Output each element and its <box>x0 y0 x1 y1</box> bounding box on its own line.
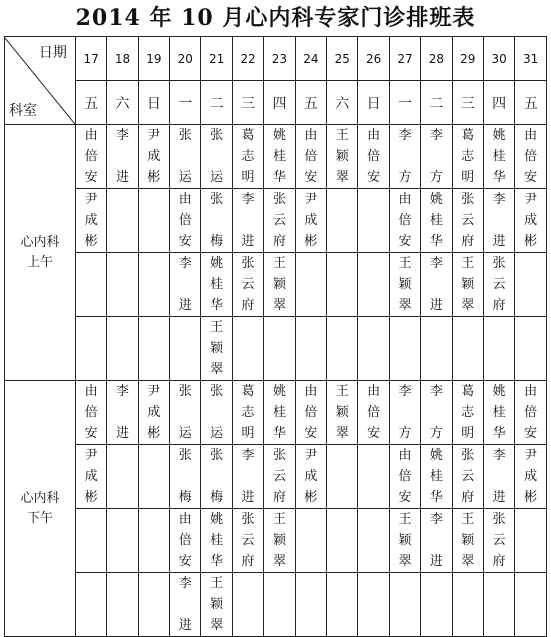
schedule-row <box>5 189 547 253</box>
header-corner-cell <box>5 37 76 125</box>
doctor-cell <box>75 125 106 189</box>
doctor-cell <box>232 125 263 189</box>
doctor-cell <box>515 317 547 381</box>
schedule-row <box>5 253 547 317</box>
doctor-cell <box>389 253 420 317</box>
doctor-name: 李 进 <box>115 128 129 185</box>
doctor-cell <box>201 253 232 317</box>
weekday-cell: 二 <box>421 81 452 125</box>
doctor-cell <box>107 253 138 317</box>
doctor-cell <box>201 573 232 637</box>
doctor-cell <box>107 381 138 445</box>
doctor-cell <box>358 253 389 317</box>
department-header-label: 科室 <box>9 102 37 119</box>
doctor-cell <box>358 125 389 189</box>
doctor-name: 张 云 府 <box>241 256 255 313</box>
doctor-name: 尹 成 彬 <box>147 128 161 185</box>
doctor-name: 尹 成 彬 <box>84 448 98 505</box>
doctor-cell <box>107 573 138 637</box>
doctor-cell <box>232 253 263 317</box>
doctor-cell <box>389 381 420 445</box>
doctor-cell <box>483 253 514 317</box>
doctor-cell <box>75 445 106 509</box>
doctor-name: 张 云 府 <box>272 192 286 249</box>
doctor-name: 张 梅 <box>210 192 224 249</box>
date-cell: 23 <box>264 37 295 81</box>
doctor-cell <box>264 125 295 189</box>
doctor-cell <box>107 125 138 189</box>
doctor-cell <box>515 253 547 317</box>
doctor-cell <box>170 445 201 509</box>
doctor-cell <box>452 253 483 317</box>
doctor-cell <box>295 317 326 381</box>
doctor-name: 李 方 <box>429 384 443 441</box>
doctor-cell <box>170 253 201 317</box>
doctor-cell <box>483 445 514 509</box>
doctor-cell <box>75 573 106 637</box>
doctor-name: 葛 志 明 <box>241 384 255 441</box>
doctor-cell <box>201 125 232 189</box>
doctor-name: 李 进 <box>115 384 129 441</box>
doctor-cell <box>107 189 138 253</box>
doctor-name: 尹 成 彬 <box>147 384 161 441</box>
doctor-name: 姚 桂 华 <box>429 192 443 249</box>
doctor-cell <box>170 509 201 573</box>
weekday-cell: 四 <box>264 81 295 125</box>
doctor-cell <box>483 573 514 637</box>
date-cell: 27 <box>389 37 420 81</box>
doctor-name: 张 运 <box>210 128 224 185</box>
doctor-cell <box>75 381 106 445</box>
doctor-cell <box>483 381 514 445</box>
doctor-cell <box>421 317 452 381</box>
doctor-name: 尹 成 彬 <box>304 192 318 249</box>
doctor-cell <box>264 253 295 317</box>
doctor-name: 姚 桂 华 <box>210 256 224 313</box>
doctor-cell <box>232 317 263 381</box>
date-cell: 25 <box>327 37 358 81</box>
doctor-cell <box>232 573 263 637</box>
doctor-cell <box>264 189 295 253</box>
doctor-cell <box>515 509 547 573</box>
doctor-cell <box>201 189 232 253</box>
doctor-cell <box>515 445 547 509</box>
doctor-cell <box>264 509 295 573</box>
date-header-label: 日期 <box>38 44 67 61</box>
doctor-cell <box>358 509 389 573</box>
doctor-name: 李 方 <box>398 384 412 441</box>
doctor-cell <box>421 125 452 189</box>
doctor-cell <box>201 445 232 509</box>
doctor-cell <box>327 445 358 509</box>
department-session-label: 心内科 下午 <box>5 381 76 637</box>
doctor-cell <box>295 125 326 189</box>
doctor-name: 姚 桂 华 <box>492 384 506 441</box>
weekday-cell: 日 <box>358 81 389 125</box>
doctor-cell <box>295 189 326 253</box>
doctor-cell <box>138 573 169 637</box>
doctor-name: 姚 桂 华 <box>492 128 506 185</box>
doctor-cell <box>327 189 358 253</box>
doctor-cell <box>421 509 452 573</box>
schedule-row <box>5 573 547 637</box>
doctor-cell <box>232 189 263 253</box>
doctor-cell <box>138 445 169 509</box>
doctor-cell <box>452 381 483 445</box>
doctor-name: 李 进 <box>429 512 443 569</box>
doctor-cell <box>107 317 138 381</box>
doctor-name: 李 进 <box>492 192 506 249</box>
weekday-cell: 五 <box>75 81 106 125</box>
doctor-cell <box>358 189 389 253</box>
date-cell: 19 <box>138 37 169 81</box>
doctor-name: 尹 成 彬 <box>304 448 318 505</box>
doctor-name: 葛 志 明 <box>461 128 475 185</box>
schedule-table <box>4 36 547 637</box>
doctor-name: 尹 成 彬 <box>524 192 538 249</box>
doctor-name: 由 倍 安 <box>178 192 192 249</box>
doctor-name: 王 颖 翠 <box>272 512 286 569</box>
weekday-cell: 四 <box>483 81 514 125</box>
date-cell: 28 <box>421 37 452 81</box>
date-cell: 17 <box>75 37 106 81</box>
doctor-name: 李 进 <box>241 192 255 249</box>
doctor-cell <box>201 509 232 573</box>
doctor-name: 张 云 府 <box>461 192 475 249</box>
doctor-name: 李 进 <box>178 256 192 313</box>
doctor-cell <box>452 509 483 573</box>
doctor-cell <box>389 573 420 637</box>
doctor-cell <box>389 445 420 509</box>
doctor-cell <box>421 189 452 253</box>
doctor-cell <box>201 381 232 445</box>
doctor-cell <box>452 125 483 189</box>
doctor-cell <box>264 573 295 637</box>
doctor-cell <box>295 381 326 445</box>
doctor-name: 张 云 府 <box>492 512 506 569</box>
date-cell: 31 <box>515 37 547 81</box>
doctor-name: 李 进 <box>492 448 506 505</box>
doctor-name: 由 倍 安 <box>367 128 381 185</box>
date-cell: 26 <box>358 37 389 81</box>
doctor-cell <box>295 445 326 509</box>
doctor-cell <box>327 381 358 445</box>
doctor-name: 王 颖 翠 <box>210 320 224 377</box>
schedule-row <box>5 445 547 509</box>
doctor-name: 王 颖 翠 <box>335 128 349 185</box>
doctor-name: 由 倍 安 <box>398 448 412 505</box>
weekday-cell: 一 <box>389 81 420 125</box>
doctor-cell <box>170 125 201 189</box>
doctor-cell <box>170 381 201 445</box>
doctor-name: 张 运 <box>178 128 192 185</box>
doctor-name: 由 倍 安 <box>367 384 381 441</box>
doctor-cell <box>264 381 295 445</box>
doctor-cell <box>389 125 420 189</box>
weekday-cell: 三 <box>232 81 263 125</box>
doctor-cell <box>421 381 452 445</box>
doctor-name: 王 颖 翠 <box>335 384 349 441</box>
date-cell: 21 <box>201 37 232 81</box>
doctor-cell <box>515 125 547 189</box>
weekday-cell: 三 <box>452 81 483 125</box>
doctor-cell <box>170 573 201 637</box>
doctor-cell <box>515 189 547 253</box>
doctor-name: 王 颖 翠 <box>461 256 475 313</box>
weekday-cell: 日 <box>138 81 169 125</box>
doctor-cell <box>327 317 358 381</box>
doctor-cell <box>515 573 547 637</box>
doctor-cell <box>201 317 232 381</box>
date-cell: 22 <box>232 37 263 81</box>
doctor-cell <box>75 317 106 381</box>
page-title: 2014 年 10 月心内科专家门诊排班表 <box>75 5 476 31</box>
doctor-name: 张 梅 <box>178 448 192 505</box>
weekday-cell: 六 <box>327 81 358 125</box>
doctor-name: 李 进 <box>241 448 255 505</box>
doctor-cell <box>452 317 483 381</box>
doctor-cell <box>483 125 514 189</box>
schedule-row <box>5 509 547 573</box>
doctor-cell <box>107 445 138 509</box>
doctor-name: 姚 桂 华 <box>210 512 224 569</box>
doctor-name: 李 方 <box>398 128 412 185</box>
doctor-cell <box>327 573 358 637</box>
doctor-name: 王 颖 翠 <box>398 256 412 313</box>
doctor-cell <box>327 253 358 317</box>
schedule-row <box>5 317 547 381</box>
doctor-name: 张 梅 <box>210 448 224 505</box>
doctor-cell <box>138 509 169 573</box>
doctor-cell <box>358 317 389 381</box>
doctor-name: 尹 成 彬 <box>524 448 538 505</box>
doctor-cell <box>421 253 452 317</box>
doctor-cell <box>358 381 389 445</box>
doctor-name: 王 颖 翠 <box>272 256 286 313</box>
date-cell: 18 <box>107 37 138 81</box>
doctor-cell <box>389 509 420 573</box>
doctor-cell <box>295 573 326 637</box>
doctor-cell <box>389 317 420 381</box>
doctor-cell <box>138 317 169 381</box>
date-cell: 30 <box>483 37 514 81</box>
doctor-name: 王 颖 翠 <box>210 576 224 633</box>
doctor-cell <box>389 189 420 253</box>
date-cell: 29 <box>452 37 483 81</box>
doctor-name: 葛 志 明 <box>241 128 255 185</box>
doctor-name: 由 倍 安 <box>524 384 538 441</box>
doctor-name: 张 云 府 <box>241 512 255 569</box>
weekday-cell: 六 <box>107 81 138 125</box>
doctor-name: 由 倍 安 <box>524 128 538 185</box>
doctor-cell <box>295 509 326 573</box>
doctor-name: 由 倍 安 <box>398 192 412 249</box>
doctor-cell <box>75 253 106 317</box>
doctor-cell <box>138 253 169 317</box>
doctor-name: 葛 志 明 <box>461 384 475 441</box>
doctor-cell <box>452 189 483 253</box>
doctor-cell <box>138 125 169 189</box>
weekday-cell: 五 <box>295 81 326 125</box>
doctor-name: 李 进 <box>178 576 192 633</box>
doctor-name: 姚 桂 华 <box>272 128 286 185</box>
doctor-cell <box>327 509 358 573</box>
doctor-cell <box>107 509 138 573</box>
weekday-cell: 二 <box>201 81 232 125</box>
doctor-name: 张 云 府 <box>272 448 286 505</box>
doctor-name: 张 运 <box>178 384 192 441</box>
doctor-name: 张 云 府 <box>461 448 475 505</box>
doctor-cell <box>421 445 452 509</box>
doctor-name: 由 倍 安 <box>304 384 318 441</box>
doctor-name: 李 方 <box>429 128 443 185</box>
weekday-cell: 一 <box>170 81 201 125</box>
doctor-cell <box>483 509 514 573</box>
doctor-cell <box>483 317 514 381</box>
department-session-label: 心内科 上午 <box>5 125 76 381</box>
doctor-name: 姚 桂 华 <box>272 384 286 441</box>
doctor-cell <box>295 253 326 317</box>
doctor-name: 张 运 <box>210 384 224 441</box>
doctor-cell <box>264 317 295 381</box>
doctor-cell <box>138 189 169 253</box>
doctor-name: 由 倍 安 <box>178 512 192 569</box>
doctor-cell <box>232 509 263 573</box>
doctor-cell <box>232 445 263 509</box>
doctor-cell <box>515 381 547 445</box>
doctor-cell <box>170 189 201 253</box>
doctor-cell <box>483 189 514 253</box>
doctor-name: 王 颖 翠 <box>461 512 475 569</box>
doctor-cell <box>358 445 389 509</box>
doctor-cell <box>75 509 106 573</box>
date-cell: 20 <box>170 37 201 81</box>
doctor-name: 姚 桂 华 <box>429 448 443 505</box>
doctor-name: 由 倍 安 <box>84 384 98 441</box>
weekday-cell: 五 <box>515 81 547 125</box>
doctor-cell <box>452 573 483 637</box>
doctor-name: 李 进 <box>429 256 443 313</box>
doctor-cell <box>170 317 201 381</box>
doctor-cell <box>232 381 263 445</box>
doctor-cell <box>264 445 295 509</box>
doctor-cell <box>452 445 483 509</box>
doctor-name: 由 倍 安 <box>304 128 318 185</box>
doctor-cell <box>75 189 106 253</box>
doctor-name: 尹 成 彬 <box>84 192 98 249</box>
doctor-cell <box>358 573 389 637</box>
doctor-name: 由 倍 安 <box>84 128 98 185</box>
doctor-name: 王 颖 翠 <box>398 512 412 569</box>
schedule-row <box>5 125 547 189</box>
doctor-cell <box>138 381 169 445</box>
doctor-cell <box>327 125 358 189</box>
doctor-name: 张 云 府 <box>492 256 506 313</box>
date-cell: 24 <box>295 37 326 81</box>
schedule-row <box>5 381 547 445</box>
doctor-cell <box>421 573 452 637</box>
